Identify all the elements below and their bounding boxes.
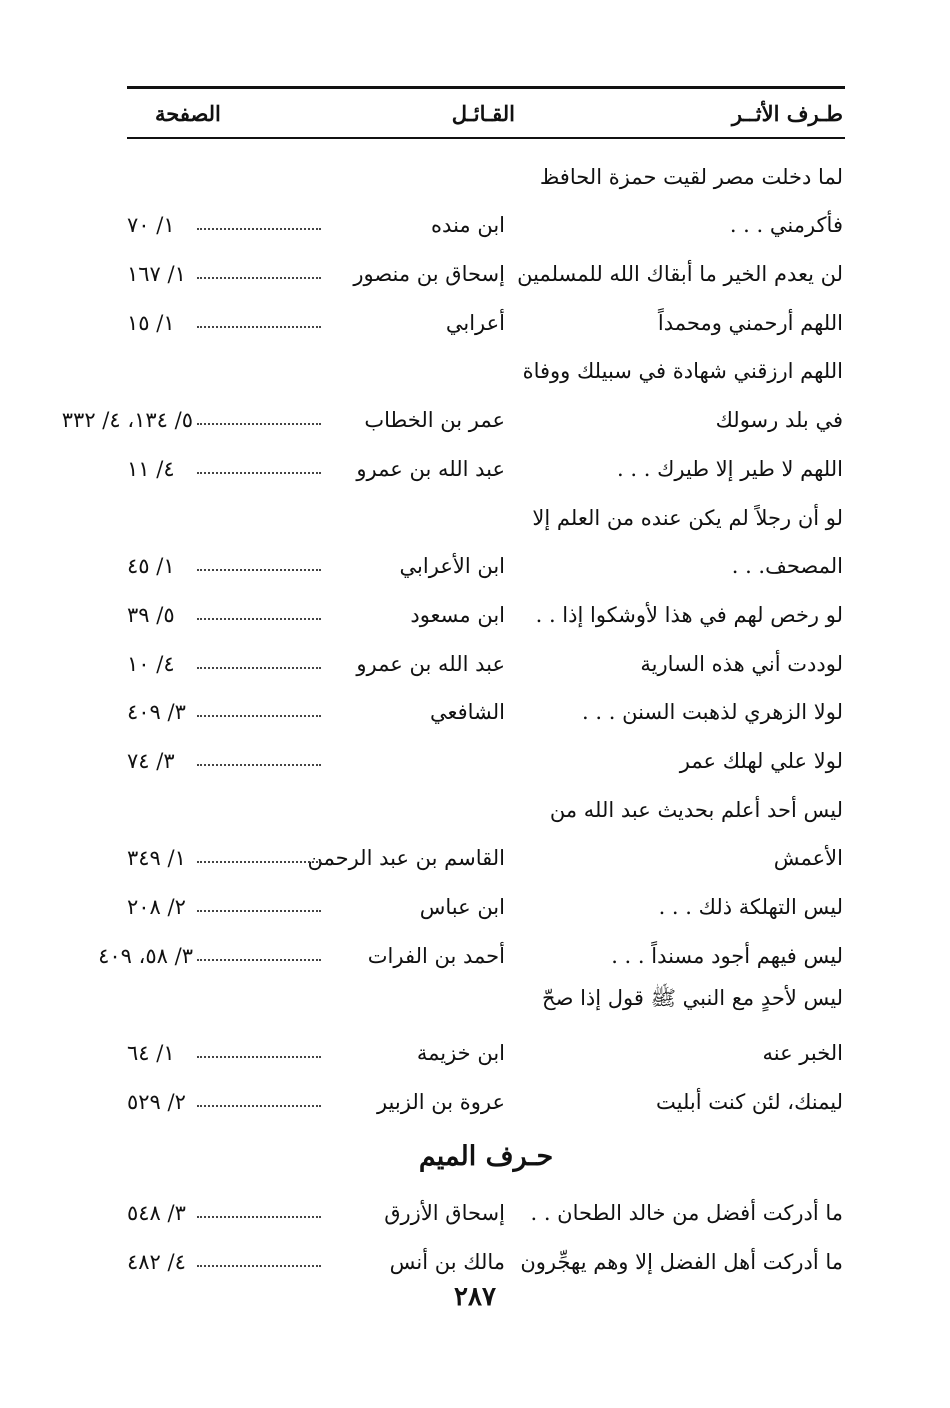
qail-text: عروة بن الزبير: [376, 1089, 505, 1114]
index-line: [127, 481, 845, 530]
page-ref: ٢/ ٢٠٨: [127, 895, 186, 919]
page-ref: ٤/ ٤٨٢: [127, 1250, 186, 1275]
page-ref: ٥/ ١٣٤، ٤/ ٣٣٢: [61, 408, 193, 433]
qail-text: أعرابي: [445, 310, 505, 335]
qail-text: ابن خزيمة: [416, 1041, 505, 1066]
athar-text: فأكرمني . . .: [729, 213, 843, 238]
athar-text: اللهم لا طير إلا طيرك . . .: [617, 456, 843, 481]
index-line: [127, 1225, 845, 1274]
dot-leader: [197, 714, 321, 717]
qail-text: القاسم بن عبد الرحمن: [307, 846, 505, 871]
page-ref: ١/ ٤٥: [127, 554, 175, 579]
page-number: ٢٨٧: [454, 1282, 496, 1312]
page-ref: ٤/ ١١: [127, 456, 175, 481]
dot-leader: [197, 227, 321, 230]
athar-text: الخبر عنه: [762, 1041, 843, 1066]
index-line: [127, 286, 845, 335]
dot-leader: [197, 471, 321, 474]
qail-text: عبد الله بن عمرو: [356, 456, 505, 481]
athar-text: لو أن رجلاً لم يكن عنده من العلم إلا: [532, 505, 843, 530]
athar-text: لما دخلت مصر لقيت حمزة الحافظ: [539, 164, 843, 189]
dot-leader: [197, 1215, 321, 1218]
dot-leader: [197, 568, 321, 571]
index-line: [127, 530, 845, 579]
dot-leader: [197, 909, 321, 912]
athar-text: ليس التهلكة ذلك . . .: [658, 895, 843, 919]
qail-text: ابن الأعرابي: [399, 554, 505, 579]
dot-leader: [197, 325, 321, 328]
page-ref: ١/ ٣٤٩: [127, 846, 186, 871]
page-ref: ٣/ ٥٤٨: [127, 1201, 186, 1226]
index-line: [127, 335, 845, 384]
page-ref: ٣/ ٤٠٩: [127, 700, 186, 725]
athar-text: في بلد رسولك: [715, 408, 843, 433]
dot-leader: [197, 958, 321, 961]
athar-text: اللهم أرحمني ومحمداً: [657, 310, 843, 335]
athar-text: لوددت أني هذه السارية: [640, 651, 843, 676]
page-ref: ٤/ ١٠: [127, 651, 175, 676]
athar-text: لو رخص لهم في هذا لأوشكوا إذا . .: [535, 602, 843, 627]
athar-text: ليمنك، لئن كنت أبليت: [656, 1089, 843, 1114]
athar-text: لولا علي لهلك عمر: [679, 748, 843, 773]
page-ref: ١/ ١٥: [127, 310, 175, 335]
dot-leader: [197, 1264, 321, 1267]
athar-text: المصحف. . .: [731, 554, 843, 579]
index-line: [127, 1177, 845, 1226]
dot-leader: [197, 1055, 321, 1058]
qail-text: عمر بن الخطاب: [364, 408, 505, 433]
qail-text: إسحاق بن منصور: [353, 262, 505, 287]
index-line: [127, 822, 845, 871]
page-ref: ٥/ ٣٩: [127, 602, 175, 627]
index-line: [127, 1065, 845, 1114]
index-table: [61, 86, 845, 1275]
page-ref: ١/ ٧٠: [127, 213, 175, 238]
athar-text: ما أدركت أفضل من خالد الطحان . .: [530, 1201, 843, 1226]
qail-text: ابن منده: [431, 213, 505, 238]
athar-text: اللهم ارزقني شهادة في سبيلك ووفاة: [522, 359, 843, 384]
dot-leader: [197, 422, 321, 425]
index-line: [98, 919, 845, 968]
table-header: [127, 89, 845, 139]
index-line: [127, 1016, 845, 1065]
header-qail: القـائـل: [451, 100, 515, 126]
index-line: [127, 676, 845, 725]
index-line: [127, 773, 845, 822]
qail-text: إسحاق الأزرق: [384, 1201, 505, 1226]
athar-text: ليس أحد أعلم بحديث عبد الله من: [549, 797, 843, 822]
section-heading: حـرف الميم: [418, 1140, 554, 1172]
entries-list-meem: [127, 1177, 845, 1274]
index-line: [127, 724, 845, 773]
athar-text: ليس لأحدٍ مع النبي ﷺ قول إذا صحّ: [542, 986, 843, 1011]
dot-leader: [197, 276, 321, 279]
dot-leader: [197, 666, 321, 669]
page-ref: ٣/ ٥٨، ٤٠٩: [98, 943, 193, 968]
qail-text: ابن مسعود: [410, 602, 505, 627]
page-ref: ١/ ١٦٧: [127, 262, 186, 287]
index-line: [127, 870, 845, 919]
index-line: [127, 140, 845, 189]
athar-text: الأعمش: [773, 846, 843, 871]
index-line: [127, 968, 845, 1017]
dot-leader: [197, 617, 321, 620]
header-page: الصفحة: [155, 100, 221, 126]
entries-list: [61, 140, 845, 1114]
page-ref: ٢/ ٥٢٩: [127, 1089, 186, 1114]
qail-text: ابن عباس: [419, 895, 505, 919]
athar-text: ليس فيهم أجود مسنداً . . .: [611, 943, 843, 968]
qail-text: الشافعي: [429, 700, 505, 725]
dot-leader: [197, 1104, 321, 1107]
qail-text: أحمد بن الفرات: [367, 943, 505, 968]
page-ref: ٣/ ٧٤: [127, 748, 175, 773]
index-line: [127, 189, 845, 238]
index-line: [61, 383, 845, 433]
athar-text: ما أدركت أهل الفضل إلا وهم يهجِّرون: [520, 1250, 843, 1275]
index-line: [127, 578, 845, 627]
athar-text: لولا الزهري لذهبت السنن . . .: [582, 700, 843, 725]
index-line: [127, 237, 845, 286]
header-athar: طـرف الأثــر: [731, 100, 843, 126]
index-line: [127, 432, 845, 481]
page-ref: ١/ ٦٤: [127, 1041, 175, 1066]
dot-leader: [197, 860, 321, 863]
qail-text: مالك بن أنس: [389, 1250, 505, 1275]
qail-text: عبد الله بن عمرو: [356, 651, 505, 676]
dot-leader: [197, 763, 321, 766]
athar-text: لن يعدم الخير ما أبقاك الله للمسلمين: [517, 262, 843, 287]
index-line: [127, 627, 845, 676]
